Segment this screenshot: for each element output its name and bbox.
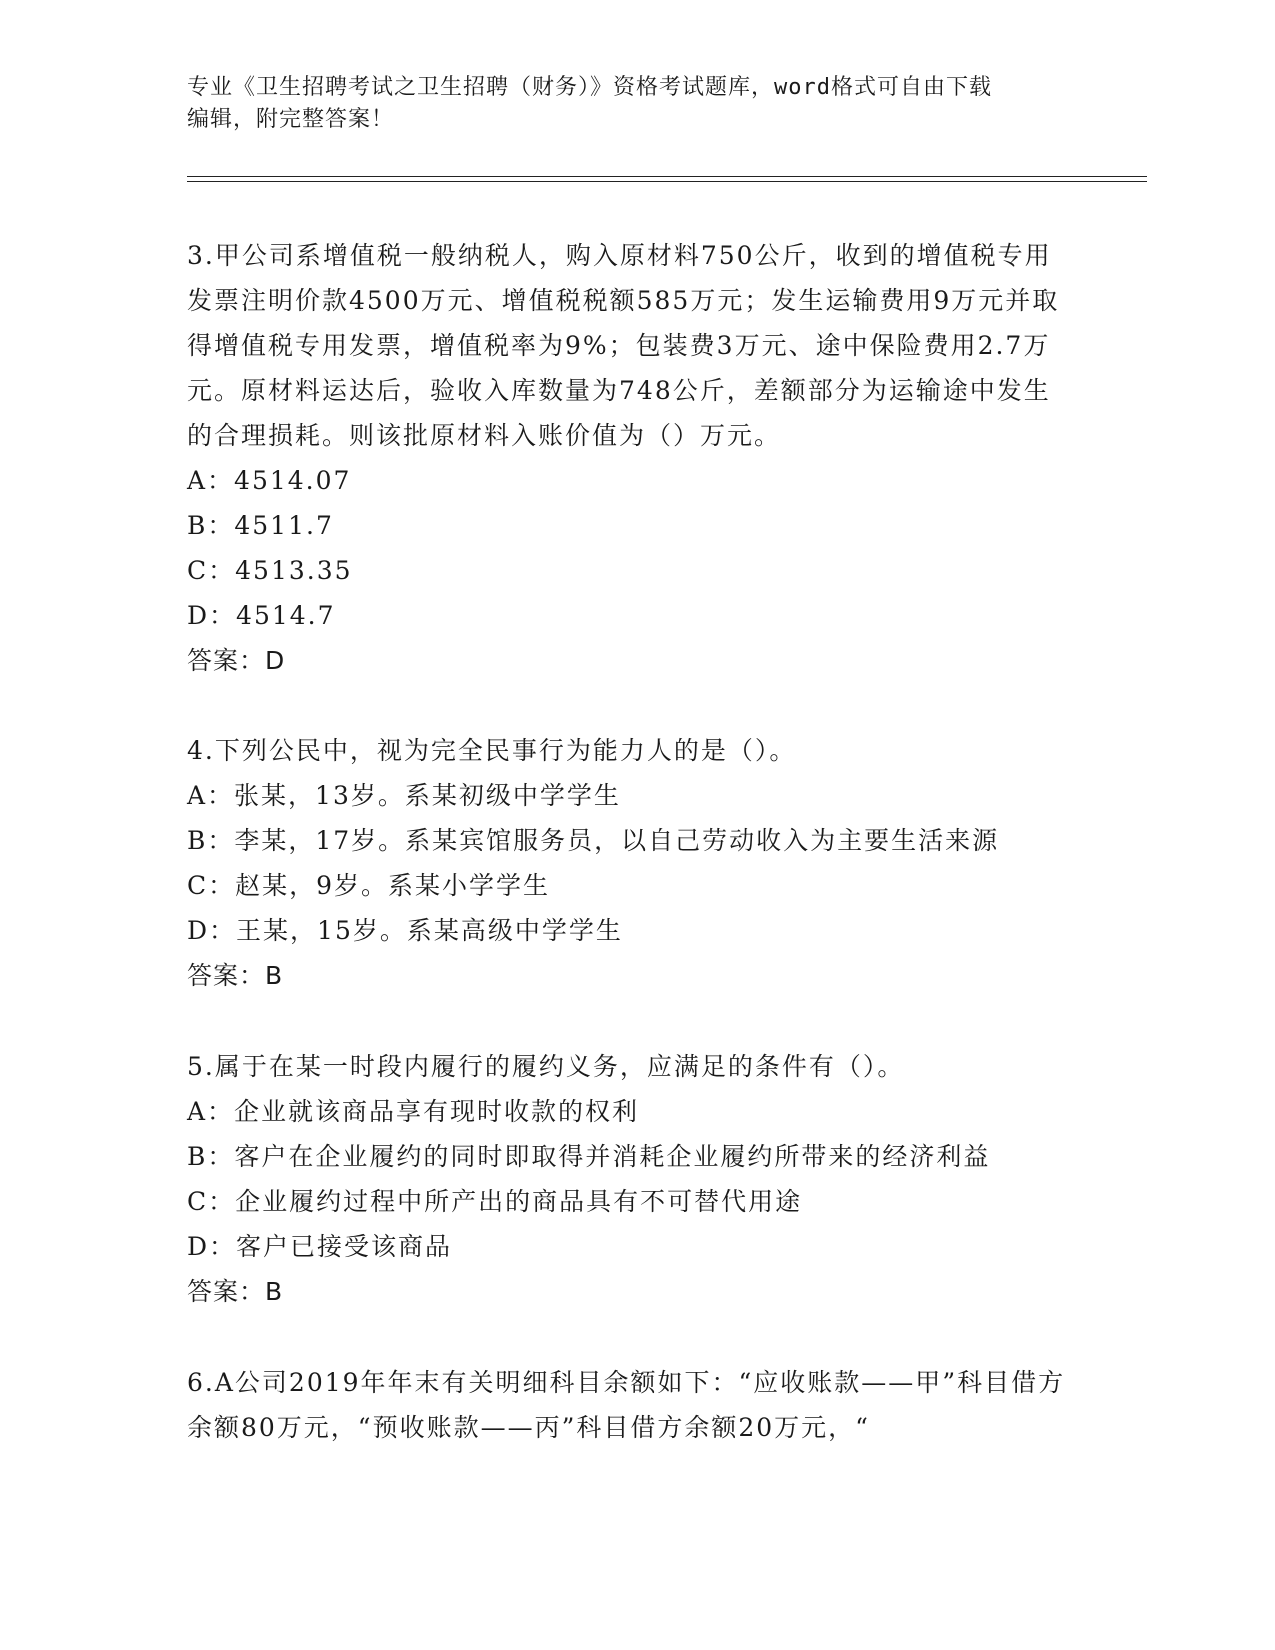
- option-d: D：4514.7: [187, 601, 336, 630]
- option-c: C：赵某，9岁。系某小学学生: [187, 871, 551, 900]
- question-stem: 5.属于在某一时段内履行的履约义务，应满足的条件有（）。: [187, 1052, 905, 1081]
- option-b: B：客户在企业履约的同时即取得并消耗企业履约所带来的经济利益: [187, 1142, 991, 1171]
- option-b: B：李某，17岁。系某宾馆服务员，以自己劳动收入为主要生活来源: [187, 826, 1000, 855]
- header-line-1: 专业《卫生招聘考试之卫生招聘（财务）》资格考试题库，word格式可自由下载: [187, 75, 992, 100]
- option-d: D：王某，15岁。系某高级中学学生: [187, 916, 623, 945]
- header-divider-bottom: [187, 181, 1147, 182]
- question-stem: 6.A公司2019年年末有关明细科目余额如下：“应收账款——甲”科目借方余额80万元，“预收账款——丙”科目借方余额20万元，“: [187, 1368, 1066, 1442]
- option-c: C：4513.35: [187, 556, 353, 585]
- answer: 答案：B: [187, 1277, 284, 1306]
- question-5: [187, 1044, 1067, 1315]
- document-header: [187, 72, 1087, 136]
- header-divider-top: [187, 176, 1147, 177]
- answer: 答案：D: [187, 646, 286, 675]
- question-stem: 4.下列公民中，视为完全民事行为能力人的是（）。: [187, 736, 797, 765]
- question-stem: 3.甲公司系增值税一般纳税人，购入原材料750公斤，收到的增值税专用发票注明价款4500万元、增值税税额585万元；发生运输费用9万元并取得增值税专用发票，增值税率为9%；包装费3万元、途中保险费用2.7万元。原材料运达后，验收入库数量为748公斤，差额部分为运输途中发生的合理损耗。则该批原材料入账价值为（）万元。: [187, 241, 1060, 450]
- question-3: [187, 233, 1067, 684]
- answer: 答案：B: [187, 961, 284, 990]
- option-b: B：4511.7: [187, 511, 334, 540]
- option-a: A：企业就该商品享有现时收款的权利: [187, 1097, 640, 1126]
- option-a: A：4514.07: [187, 466, 352, 495]
- option-c: C：企业履约过程中所产出的商品具有不可替代用途: [187, 1187, 803, 1216]
- header-line-2: 编辑，附完整答案！: [187, 107, 395, 132]
- option-a: A：张某，13岁。系某初级中学学生: [187, 781, 621, 810]
- question-6: [187, 1360, 1067, 1450]
- option-d: D：客户已接受该商品: [187, 1232, 453, 1261]
- question-4: [187, 728, 1067, 999]
